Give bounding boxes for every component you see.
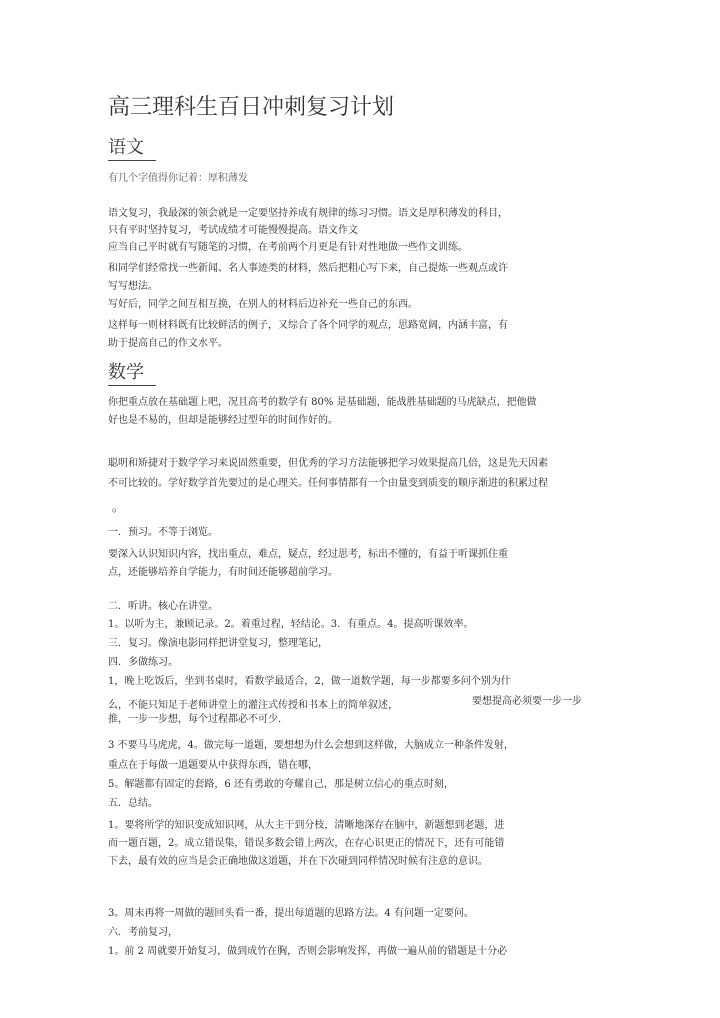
paragraph-line: 助于提高自己的作文水平。: [108, 338, 228, 349]
paragraph-line: 语文复习，我最深的领会就是一定要坚持养成有规律的练习习惯。语文是厚积薄发的科目，: [108, 208, 508, 219]
list-line: 三．复习。像演电影同样把讲堂复习，整理笔记，: [108, 638, 328, 649]
list-line: 么，不能只知足于老师讲堂上的灌注式传授和书本上的简单叙述，: [108, 700, 398, 711]
list-line: 一．预习。不等于浏览。: [108, 527, 218, 538]
list-line: 点，还能够培养自学能力，有时间还能够超前学习。: [108, 567, 338, 578]
paragraph-line: 聪明和矫捷对于数学学习来说固然重要，但优秀的学习方法能够把学习效果提高几倍，这是先天因素: [108, 458, 548, 469]
list-line: 1，晚上吃饭后，坐到书桌时，看数学最适合，2，做一道数学题，每一步都要多问个别为什: [108, 676, 511, 687]
paragraph-line: 不可比较的。学好数学首先要过的是心理关。任何事情都有一个由量变到质变的顺序渐进的积累过程: [108, 478, 548, 489]
paragraph-line: 这样每一则材料既有比较鲜活的例子，又综合了各个同学的观点，思路宽阔，内涵丰富，有: [108, 320, 508, 331]
list-line: 而一题百题，2。成立错误集，错误多数会错上两次，在存心识更正的情况下，还有可能错: [108, 838, 505, 849]
list-line: 下去，最有效的应当是会正确地做这道题，并在下次碰到同样情况时候有注意的意识。: [108, 856, 488, 867]
list-line: 3 不要马马虎虎，4。做完每一道题，要想想为什么会想到这样做，大脑成立一种条件发射，: [108, 740, 514, 751]
list-line: 四．多做练习。: [108, 657, 178, 668]
list-line: 1。前 2 周就要开始复习，做到成竹在胸，否则会影响发挥，再做一遍从前的错题是十分必: [108, 946, 508, 957]
list-line: 五．总结。: [108, 798, 158, 809]
list-line: 1。要将所学的知识变成知识网，从大主干到分枝，清晰地深存在脑中，新题想到老题，进: [108, 820, 505, 831]
section-heading-math-text: 数学: [108, 362, 156, 386]
paragraph-line: 你把重点放在基础题上吧，况且高考的数学有 80% 是基础题，能战胜基础题的马虎缺点，把他做: [108, 397, 537, 408]
chinese-subtitle: 有几个字值得你记着：厚积薄发: [108, 173, 248, 184]
paragraph-line: 好也是不易的，但却是能够经过型年的时间作好的。: [108, 415, 338, 426]
list-line: 重点在于每做一道题要从中获得东西，错在哪，: [108, 760, 318, 771]
list-line: 二．听讲。核心在讲堂。: [108, 601, 218, 612]
paragraph-line: 只有平时坚持复习，考试成绩才可能慢慢提高。语文作文: [108, 225, 358, 236]
list-line: 1。以听为主，兼顾记录。2。着重过程，轻结论。3．有重点。4。提高听课效率。: [108, 619, 474, 630]
paragraph-line: 写好后，同学之间互相互换，在别人的材料后边补充一些自己的东西。: [108, 299, 418, 310]
section-heading-math: [108, 362, 156, 386]
page-title: 高三理科生百日冲刺复习计划: [108, 95, 395, 120]
list-line: 推，一步一步想，每个过程都必不可少.: [108, 714, 282, 725]
trailing-period: 。: [112, 500, 125, 514]
list-line: 六．考前复习，: [108, 927, 178, 938]
section-heading-chinese-text: 语文: [108, 137, 156, 161]
section-heading-chinese: [108, 137, 156, 161]
paragraph-line: 应当自己平时就有写随笔的习惯，在考前两个月更是有针对性地做一些作文训练。: [108, 242, 468, 253]
paragraph-line: 和同学们经常找一些新闻、名人事迹类的材料，然后把粗心写下来，自己提炼一些观点或许: [108, 263, 508, 274]
paragraph-line: 写写想法。: [108, 281, 158, 292]
list-line: 5。解题都有固定的套路，6 还有勇敢的夸耀自己，那是树立信心的重点时刻，: [108, 779, 454, 790]
side-note: 要想提高必须要一步一步: [472, 696, 582, 707]
list-line: 3。周末再将一周做的题回头看一番，提出每道题的思路方法。4 有问题一定要问。: [108, 908, 474, 919]
list-line: 要深入认识知识内容，找出重点，难点，疑点，经过思考，标出不懂的，有益于听课抓住重: [108, 549, 508, 560]
